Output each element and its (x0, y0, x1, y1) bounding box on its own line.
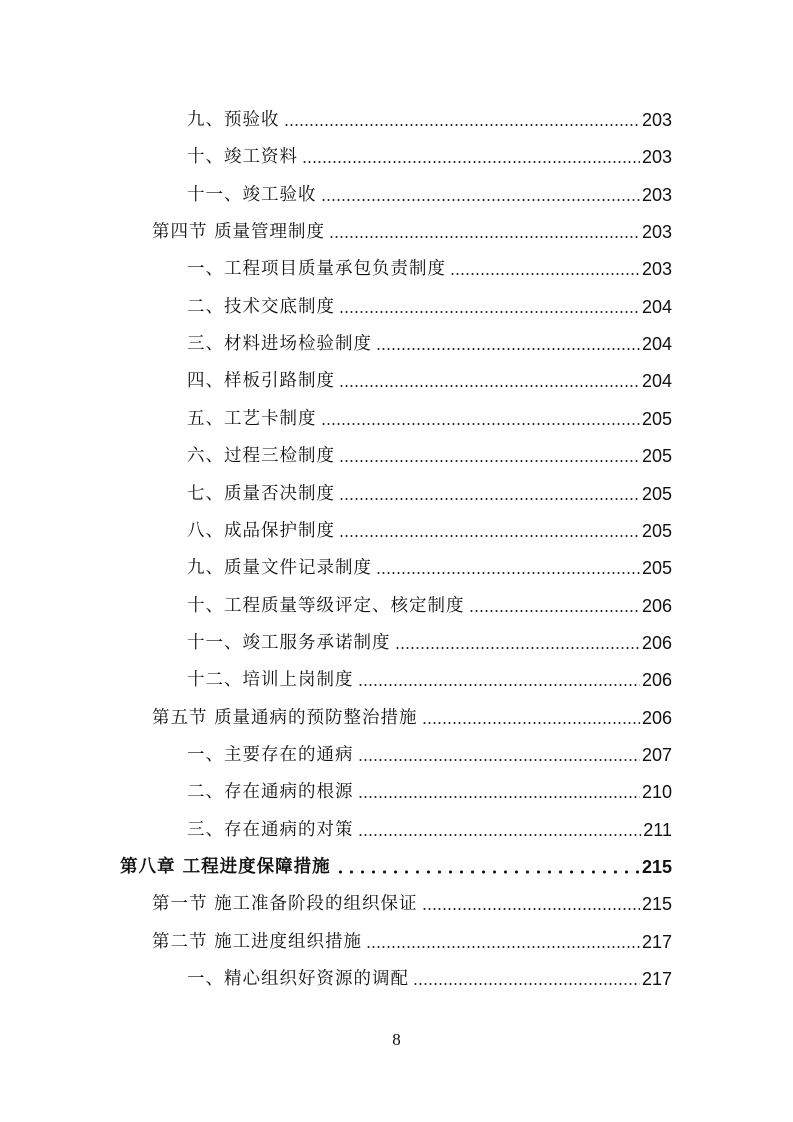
toc-section-entry[interactable] (152, 218, 672, 246)
toc-item-entry[interactable] (187, 629, 672, 657)
toc-item-entry[interactable] (187, 181, 672, 209)
toc-item-entry[interactable] (187, 480, 672, 508)
toc-entry-page: 206 (641, 670, 672, 691)
toc-entry-label: 第四节 质量管理制度 (152, 222, 326, 243)
toc-entry-page: 203 (641, 222, 672, 243)
dot-leader (339, 534, 640, 538)
toc-entry-label: 二、技术交底制度 (187, 296, 335, 317)
dot-leader (339, 497, 640, 501)
toc-item-entry[interactable] (187, 778, 672, 806)
dot-leader (422, 907, 640, 911)
toc-entry-page: 215 (641, 894, 672, 915)
toc-entry-page: 215 (641, 857, 672, 877)
toc-entry-label: 三、存在通病的对策 (187, 819, 354, 840)
toc-entry-label: 十一、竣工服务承诺制度 (187, 632, 391, 653)
toc-entry-label: 十一、竣工验收 (187, 184, 317, 205)
toc-section-entry[interactable] (152, 890, 672, 918)
toc-entry-label: 三、材料进场检验制度 (187, 334, 372, 355)
toc-entry-page: 211 (643, 819, 672, 840)
toc-entry-label: 八、成品保护制度 (187, 520, 335, 541)
toc-entry-page: 205 (641, 408, 672, 429)
page-number: 8 (392, 1030, 401, 1049)
dot-leader (358, 833, 642, 837)
toc-entry-page: 203 (641, 259, 672, 280)
toc-entry-label: 一、精心组织好资源的调配 (187, 969, 409, 990)
toc-entry-page: 206 (641, 632, 672, 653)
toc-item-entry[interactable] (187, 143, 672, 171)
dot-leader (339, 384, 640, 388)
toc-entry-label: 一、工程项目质量承包负责制度 (187, 259, 446, 280)
toc-item-entry[interactable] (187, 741, 672, 769)
dot-leader (321, 422, 640, 426)
toc-entry-label: 六、过程三检制度 (187, 446, 335, 467)
dot-leader (339, 459, 640, 463)
dot-leader (376, 571, 640, 575)
toc-entry-page: 206 (641, 707, 672, 728)
toc-item-entry[interactable] (187, 666, 672, 694)
toc-item-entry[interactable] (187, 816, 672, 844)
toc-item-entry[interactable] (187, 442, 672, 470)
dot-leader (395, 646, 640, 650)
toc-item-entry[interactable] (187, 106, 672, 134)
toc-entry-label: 十、工程质量等级评定、核定制度 (187, 595, 465, 616)
toc-entry-label: 十二、培训上岗制度 (187, 670, 354, 691)
dot-leader (329, 235, 640, 239)
toc-item-entry[interactable] (187, 592, 672, 620)
dot-leader (366, 945, 640, 949)
toc-entry-label: 第五节 质量通病的预防整治措施 (152, 707, 418, 728)
toc-entry-page: 203 (641, 110, 672, 130)
toc-entry-page: 217 (641, 931, 672, 952)
toc-item-entry[interactable] (187, 293, 672, 321)
dot-leader (321, 198, 640, 202)
dot-leader (335, 870, 640, 874)
toc-entry-page: 205 (641, 520, 672, 541)
dot-leader (469, 609, 640, 613)
toc-entry-label: 一、主要存在的通病 (187, 744, 354, 765)
toc-item-entry[interactable] (187, 554, 672, 582)
toc-item-entry[interactable] (187, 405, 672, 433)
dot-leader (376, 347, 640, 351)
toc-entry-page: 204 (641, 296, 672, 317)
toc-entry-label: 第一节 施工准备阶段的组织保证 (152, 894, 418, 915)
toc-entry-page: 206 (641, 595, 672, 616)
toc-entry-label: 九、预验收 (187, 110, 280, 130)
dot-leader (358, 683, 640, 687)
toc-entry-page: 205 (641, 446, 672, 467)
toc-item-entry[interactable] (187, 517, 672, 545)
toc-entry-label: 二、存在通病的根源 (187, 782, 354, 803)
toc-entry-page: 210 (641, 782, 672, 803)
dot-leader (302, 160, 640, 164)
toc-entry-page: 204 (641, 334, 672, 355)
toc-entry-page: 205 (641, 483, 672, 504)
toc-entry-label: 第二节 施工进度组织措施 (152, 931, 363, 952)
toc-entry-page: 203 (641, 147, 672, 168)
toc-entry-label: 五、工艺卡制度 (187, 408, 317, 429)
dot-leader (358, 795, 640, 799)
dot-leader (358, 758, 640, 762)
dot-leader (413, 982, 640, 986)
toc-entry-label: 第八章 工程进度保障措施 (120, 857, 331, 877)
toc-entry-label: 十、竣工资料 (187, 147, 298, 168)
toc-entry-label: 七、质量否决制度 (187, 483, 335, 504)
toc-entry-page: 203 (641, 184, 672, 205)
dot-leader (284, 123, 640, 127)
toc-entry-page: 204 (641, 371, 672, 392)
toc-item-entry[interactable] (187, 965, 672, 993)
dot-leader (450, 272, 640, 276)
toc-item-entry[interactable] (187, 330, 672, 358)
toc-entry-page: 207 (641, 744, 672, 765)
toc-entry-page: 217 (641, 969, 672, 990)
toc-item-entry[interactable] (187, 367, 672, 395)
toc-entry-page: 205 (641, 558, 672, 579)
toc-section-entry[interactable] (152, 704, 672, 732)
toc-chapter-entry[interactable] (120, 853, 672, 881)
dot-leader (339, 310, 640, 314)
toc-item-entry[interactable] (187, 255, 672, 283)
dot-leader (422, 721, 640, 725)
toc-entry-label: 四、样板引路制度 (187, 371, 335, 392)
toc-entry-label: 九、质量文件记录制度 (187, 558, 372, 579)
toc-section-entry[interactable] (152, 928, 672, 956)
